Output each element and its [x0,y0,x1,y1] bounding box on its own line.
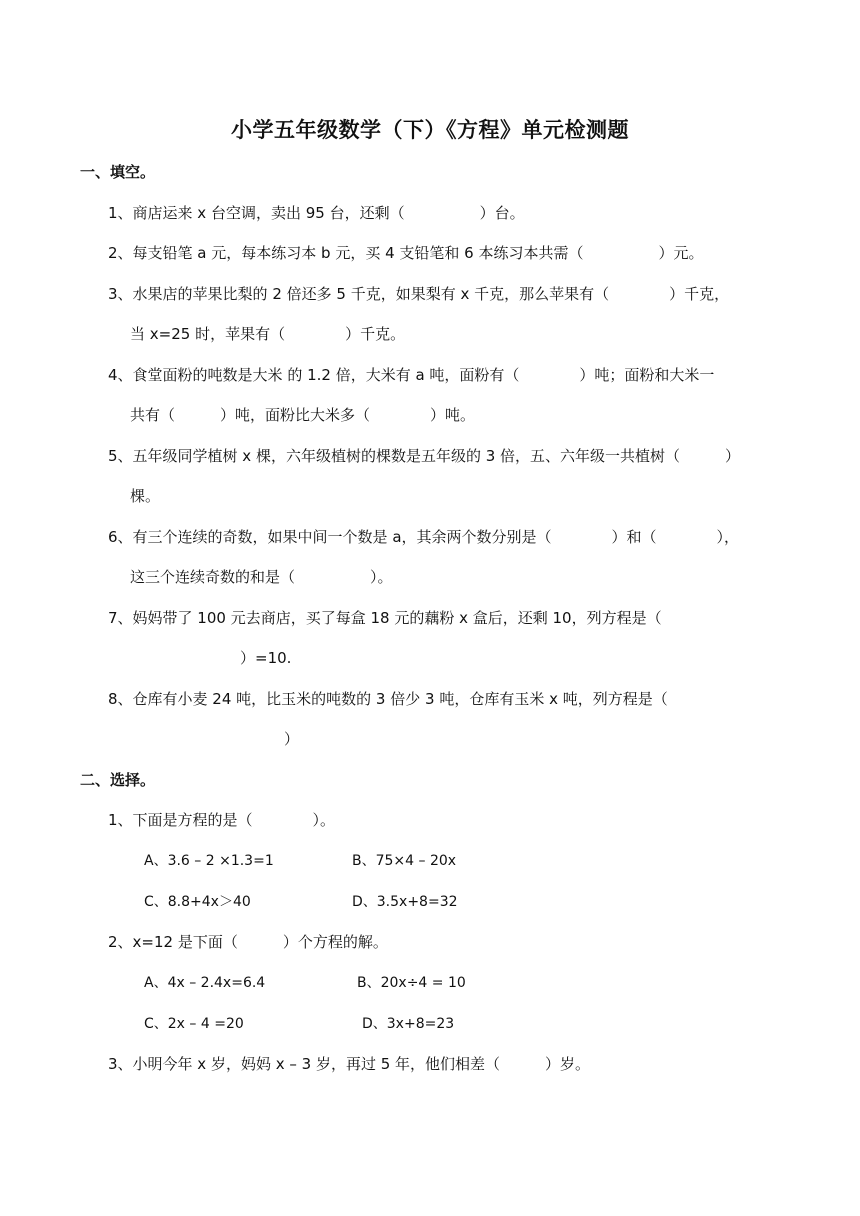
page-title: 小学五年级数学（下）《方程》单元检测题 [231,118,629,142]
section-heading-choice: 二、选择。 [80,771,156,789]
choice-1-option-b: B、75×4 – 20x [352,853,457,869]
question-8-line-1: 8、仓库有小麦 24 吨，比玉米的吨数的 3 倍少 3 吨，仓库有玉米 x 吨，列方程是（ [108,690,668,708]
question-1: 1、商店运来 x 台空调，卖出 95 台，还剩（ ）台。 [108,204,525,222]
choice-1-option-c: C、8.8+4x＞40 [144,894,251,910]
question-5-line-1: 5、五年级同学植树 x 棵，六年级植树的棵数是五年级的 3 倍，五、六年级一共植树（ ） [108,447,741,465]
question-3-line-2: 当 x=25 时，苹果有（ ）千克。 [130,325,406,343]
choice-question-1: 1、下面是方程的是（ ）。 [108,811,336,829]
choice-1-option-d: D、3.5x+8=32 [352,894,458,910]
question-3-line-1: 3、水果店的苹果比梨的 2 倍还多 5 千克，如果梨有 x 千克，那么苹果有（ ）千克， [108,285,730,303]
choice-2-option-b: B、20x÷4 = 10 [357,975,466,991]
question-7-line-1: 7、妈妈带了 100 元去商店，买了每盒 18 元的藕粉 x 盒后，还剩 10，列方程是（ [108,609,662,627]
choice-2-option-d: D、3x+8=23 [362,1016,455,1032]
section-heading-fill-in: 一、填空。 [80,163,156,181]
question-2: 2、每支铅笔 a 元，每本练习本 b 元，买 4 支铅笔和 6 本练习本共需（ ）元。 [108,244,704,262]
question-8-line-2: ） [284,730,300,748]
choice-1-option-a: A、3.6 – 2 ×1.3=1 [144,853,274,869]
question-6-line-1: 6、有三个连续的奇数，如果中间一个数是 a，其余两个数分别是（ ）和（ ）， [108,528,740,546]
question-4-line-1: 4、食堂面粉的吨数是大米 的 1.2 倍，大米有 a 吨，面粉有（ ）吨；面粉和大米一 [108,366,715,384]
choice-question-2: 2、x=12 是下面（ ）个方程的解。 [108,933,388,951]
question-5-line-2: 棵。 [130,487,161,505]
question-4-line-2: 共有（ ）吨，面粉比大米多（ ）吨。 [130,406,476,424]
choice-question-3: 3、小明今年 x 岁，妈妈 x – 3 岁，再过 5 年，他们相差（ ）岁。 [108,1055,591,1073]
choice-2-option-a: A、4x – 2.4x=6.4 [144,975,266,991]
question-6-line-2: 这三个连续奇数的和是（ ）。 [130,568,393,586]
choice-2-option-c: C、2x – 4 =20 [144,1016,244,1032]
question-7-line-2: ）=10. [240,649,292,667]
